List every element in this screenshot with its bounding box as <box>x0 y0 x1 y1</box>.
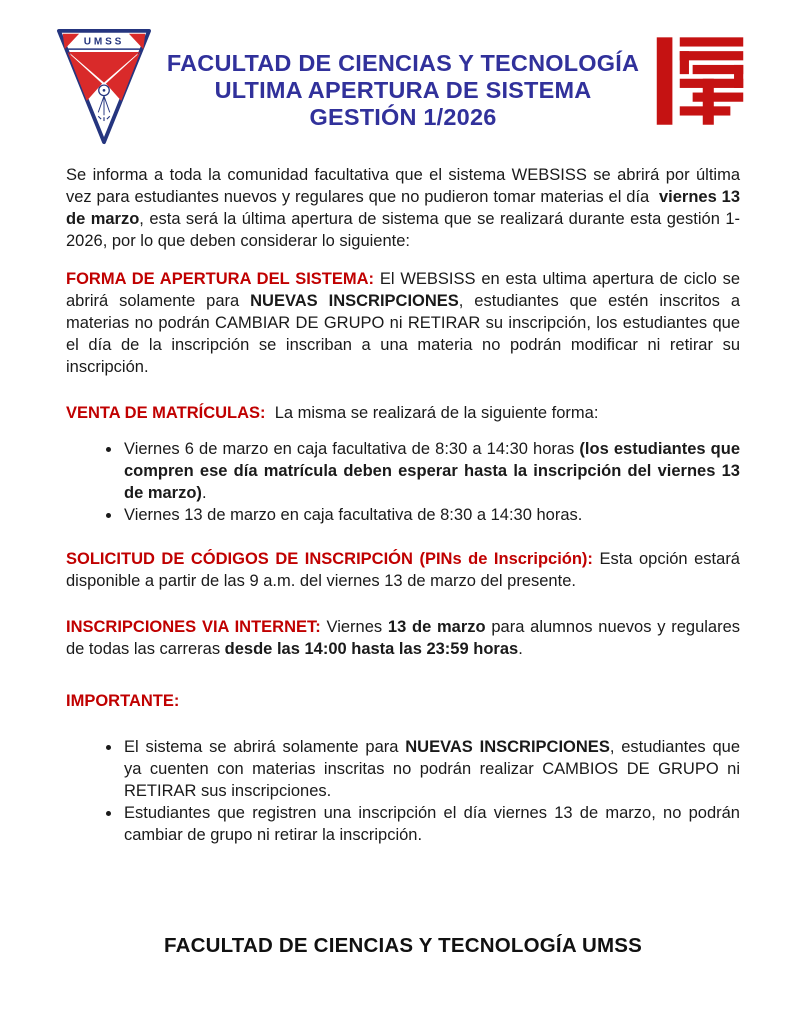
title-line-1: FACULTAD DE CIENCIAS Y TECNOLOGÍA <box>166 50 640 76</box>
footer-title: FACULTAD DE CIENCIAS Y TECNOLOGÍA UMSS <box>164 934 642 957</box>
list-item: • Viernes 13 de marzo en caja facultativa de 8:30 a 14:30 horas. <box>122 504 740 526</box>
section-forma-apertura: FORMA DE APERTURA DEL SISTEMA: El WEBSISS en esta ultima apertura de ciclo se abrirá solamente para NUEVAS INSCRIPCIONES, estudiantes que estén inscritos a materias no podrán CAMBIAR DE GRUPO ni RETIRAR su inscripción, los estudiantes que el día de la inscripción se inscriban a una materia no podrán modificar ni retirar su inscripción. <box>66 270 741 376</box>
section-importante: IMPORTANTE: <box>66 692 180 710</box>
fcyt-logo-graphic <box>654 33 746 130</box>
page-title <box>152 28 654 131</box>
section-inscripciones-internet: INSCRIPCIONES VIA INTERNET: Viernes 13 de marzo para alumnos nuevos y regulares de todas las carreras desde las 14:00 hasta las 23:59 horas. <box>66 618 741 658</box>
section-venta-matriculas: VENTA DE MATRÍCULAS: La misma se realizará de la siguiente forma: <box>66 404 599 422</box>
umss-pennant-logo <box>56 28 152 150</box>
importante-bullet-list <box>66 736 740 846</box>
list-item: • Viernes 6 de marzo en caja facultativa de 8:30 a 14:30 horas (los estudiantes que compren ese día matrícula deben esperar hasta la inscripción del viernes 13 de marzo). <box>122 438 740 504</box>
section-solicitud-codigos: SOLICITUD DE CÓDIGOS DE INSCRIPCIÓN (PINs de Inscripción): Esta opción estará disponible a partir de las 9 a.m. del viernes 13 de marzo del presente. <box>66 550 740 590</box>
umss-logo-graphic <box>56 28 152 145</box>
title-line-3: GESTIÓN 1/2026 <box>309 104 497 130</box>
umss-logo-text: UMSS <box>83 36 125 48</box>
list-item: • El sistema se abrirá solamente para NUEVAS INSCRIPCIONES, estudiantes que ya cuenten con materias inscritas no podrán realizar CAMBIOS DE GRUPO ni RETIRAR sus inscripciones. <box>122 736 740 802</box>
intro-paragraph: Se informa a toda la comunidad facultativa que el sistema WEBSISS se abrirá por última vez para estudiantes nuevos y regulares que no pudieron tomar materias el día viernes 13 de marzo, esta será la última apertura de sistema que se realizará durante esta gestión 1-2026, por lo que deben considerar lo siguiente: <box>66 166 741 250</box>
list-item: • Estudiantes que registren una inscripción el día viernes 13 de marzo, no podrán cambiar de grupo ni retirar la inscripción. <box>122 802 740 846</box>
fcyt-maze-logo <box>654 33 746 135</box>
header <box>56 28 746 150</box>
title-line-2: ULTIMA APERTURA DE SISTEMA <box>214 77 592 103</box>
venta-bullet-list <box>66 438 740 526</box>
